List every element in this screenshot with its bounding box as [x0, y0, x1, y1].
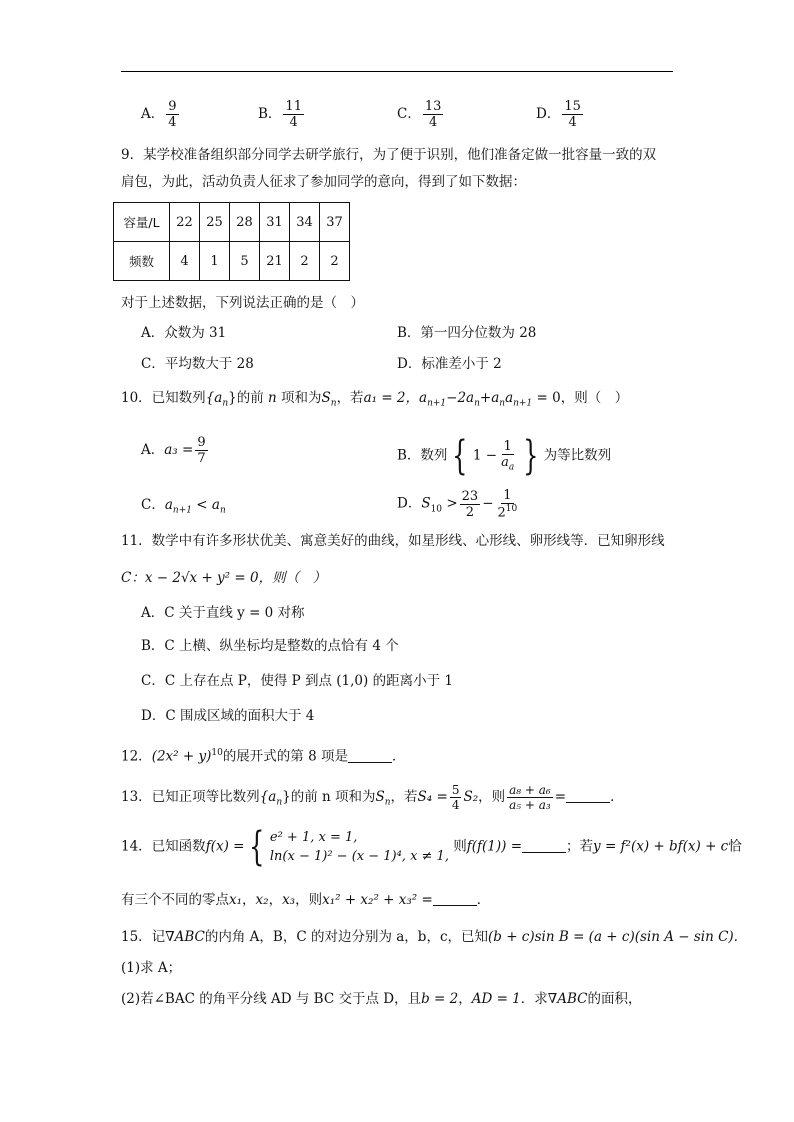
q8-option-d [536, 100, 585, 129]
q10-a-expr: a₃ = [164, 442, 194, 458]
q12-exp: 10 [211, 748, 223, 758]
table-cell: 2 [320, 242, 350, 281]
q12 [121, 744, 405, 766]
q13-text3: ，若 [390, 789, 418, 805]
q10-text3: 项和为 [281, 390, 322, 406]
q15-part2a: (2)若∠BAC 的角平分线 AD 与 BC 交于点 D，且 [121, 991, 422, 1007]
table-row [114, 203, 350, 242]
q10-d-label: D． [397, 495, 422, 512]
q15-b2: b = 2 [421, 991, 459, 1007]
q8-option-b [258, 100, 306, 129]
q10-b-label: B．数列 [397, 447, 448, 464]
q13-blank[interactable] [566, 788, 610, 803]
q13-fden: a₅ + a₃ [509, 798, 551, 812]
table-cell: 25 [200, 203, 230, 242]
q14-x2: x₂ [255, 892, 269, 908]
q10-c-label: C． [141, 497, 165, 513]
q10-a-num: 9 [197, 435, 206, 450]
q14-qia: 恰 [728, 838, 742, 855]
q15-tri2: ∇ABC [547, 991, 588, 1007]
q14-piecewise [270, 828, 449, 866]
q14-end: ． [476, 892, 491, 908]
q8-c-label: C． [397, 106, 421, 122]
q9-option-b: B．第一四分位数为 28 [397, 325, 537, 341]
q15-tri: ∇ABC [165, 929, 205, 945]
q8-a-num: 9 [168, 99, 177, 114]
q8-b-label: B． [258, 106, 282, 122]
q10-d-den1: 2 [465, 504, 475, 520]
q11-option-a: A．C 关于直线 y = 0 对称 [141, 605, 305, 621]
row1-header: 容量/L [114, 203, 170, 242]
q12-expr: (2x² + y) [151, 748, 212, 765]
q9-stem-line2: 肩包，为此，活动负责人征求了参加同学的意向，得到了如下数据： [121, 174, 526, 190]
q8-c-num: 13 [424, 99, 442, 114]
q11-option-c: C．C 上存在点 P，使得 P 到点 (1,0) 的距离小于 1 [141, 673, 453, 689]
q15-ad: AD = 1 [471, 991, 521, 1007]
q9-option-c: C．平均数大于 28 [141, 356, 254, 372]
q11-option-b: B．C 上横、纵坐标均是整数的点恰有 4 个 [141, 638, 399, 654]
q10-d-num1: 23 [461, 488, 479, 504]
q14-sum: x₁² + x₂² + x₃² = [322, 892, 433, 908]
header-rule [121, 71, 673, 72]
table-cell: 5 [230, 242, 260, 281]
q11-equation: ：x − 2√x + y² = 0，则（ ） [131, 570, 327, 586]
q10-b-num: 1 [503, 438, 512, 454]
q14-pre: 14．已知函数 [121, 838, 206, 855]
q8-a-den: 4 [168, 115, 177, 130]
q10-cond6: = 0 [536, 390, 561, 406]
q14-x1: x₁ [229, 892, 243, 908]
q10-option-d: D．$S_{10}$ > $\frac{23}{2}$ − $\frac{1}{2^{10}}$ [397, 488, 518, 521]
q9-option-a: A．众数为 31 [141, 325, 227, 341]
q14-then: 则 [453, 838, 467, 855]
q9-question: 对于上述数据，下列说法正确的是（ ） [121, 295, 364, 311]
row2-header: 频数 [114, 242, 170, 281]
q14-line1: 14．已知函数f(x) = { e² + 1, x = 1, ln(x − 1)² − (x − 1)⁴, x ≠ 1, 则f(f(1)) = ；若y = f²(x) + bf(x) + c恰 [121, 824, 742, 870]
q13-fnum: a₈ + a₆ [509, 783, 551, 797]
q10-option-c: C．$a_{n+1} < a_n$ [141, 497, 226, 516]
q14-fx: f(x) = [205, 838, 245, 855]
q10-cond4: +a [479, 390, 500, 406]
q14-y: y = f²(x) + bf(x) + c [593, 838, 729, 855]
q9-stem-line1: 9．某学校准备组织部分同学去研学旅行，为了便于识别，他们准备定做一批容量一致的双 [121, 147, 657, 163]
q10-end: ，则（ ） [560, 390, 629, 406]
q14-blank1[interactable] [522, 838, 566, 853]
q9-data-table [113, 202, 350, 281]
q10-c-expr: a [164, 497, 173, 513]
q15-part2c: 的面积， [587, 991, 642, 1007]
q14-piece1: e² + 1, x = 1, [269, 830, 358, 845]
table-cell: 28 [230, 203, 260, 242]
q10-b-tail: 为等比数列 [543, 447, 612, 464]
q11-stem-line1: 11．数学中有许多形状优美、寓意美好的曲线，如星形线、心形线、卵形线等．已知卵形线 [121, 533, 665, 549]
q14-semi: ；若 [566, 838, 594, 855]
q12-pre: 12． [121, 748, 152, 765]
q12-blank[interactable] [348, 748, 392, 763]
q8-d-label: D． [536, 106, 561, 122]
table-cell: 31 [260, 203, 290, 242]
table-cell: 37 [320, 203, 350, 242]
q13: 13．已知正项等比数列$\{a_n\}$的前 n 项和为$S_n$，若S₄ = $\frac{5}{4}$ S₂，则 $\frac{\text{a₈ + a₆}}{\text{a₅ + a₃}}$ = ． [121, 783, 624, 812]
q13-s2: S₂ [463, 789, 479, 805]
q10-cond3: −2a [446, 390, 475, 406]
q10-option-b: B．数列 { 1 − $\frac{1}{a_a}$ } 为等比数列 [397, 433, 612, 479]
table-row [114, 242, 350, 281]
q15-part2 [121, 990, 641, 1008]
q8-b-num: 11 [285, 99, 302, 114]
q8-a-label: A． [141, 106, 165, 122]
q15-cond: (b + c)sin B = (a + c)(sin A − sin C) [488, 929, 734, 945]
q14-x3: x₃ [282, 892, 296, 908]
table-cell: 1 [200, 242, 230, 281]
q10-text2: 的前 [236, 390, 264, 406]
q10-b-den: a [501, 454, 509, 470]
q10-n: n [268, 390, 277, 406]
q10-text4: ，若 [336, 390, 364, 406]
q10-d-gt: > [446, 495, 458, 512]
q8-option-a [141, 100, 181, 129]
q14-blank2[interactable] [433, 891, 477, 906]
q10-a-den: 7 [197, 451, 206, 466]
q13-num: 5 [451, 783, 460, 797]
q13-end: ． [610, 789, 624, 805]
q13-text2: 的前 n 项和为 [290, 789, 376, 805]
q13-eq: = [554, 789, 567, 805]
q12-end: ． [391, 748, 406, 765]
q9-option-d: D．标准差小于 2 [397, 356, 502, 372]
q10-cond2: ，a [405, 390, 428, 406]
q10-d-s: S [421, 495, 431, 512]
q13-s4: S₄ = [417, 789, 448, 805]
table-cell: 22 [170, 203, 200, 242]
q14-comma2: ， [268, 892, 283, 908]
q10-b-one: 1 − [472, 447, 498, 464]
q10-stem: 10．已知数列$\{a_n\}$的前 n 项和为$S_n$，若a₁ = 2，$a_{n+1}-2a_n+a_na_{n+1} = 0$，则（ ） [121, 390, 629, 409]
q8-c-den: 4 [428, 115, 438, 130]
q15-comma: ， [458, 991, 472, 1007]
q10-d-minus: − [482, 495, 494, 512]
q8-b-den: 4 [289, 115, 298, 130]
q10-text: 10．已知数列 [121, 390, 206, 406]
q11-option-d: D．C 围成区域的面积大于 4 [141, 708, 315, 724]
q14-comma: ， [242, 892, 256, 908]
q14-piece2: ln(x − 1)² − (x − 1)⁴, x ≠ 1, [269, 849, 449, 864]
q14-ff: f(f(1)) = [466, 838, 523, 855]
q8-d-den: 4 [568, 115, 577, 130]
table-cell: 2 [290, 242, 320, 281]
q15-line1a: 15．记 [121, 929, 166, 945]
q8-option-c [397, 100, 445, 129]
q10-d-num2: 1 [503, 488, 512, 503]
q10-option-a [141, 436, 210, 465]
q13-seq: {a [259, 789, 277, 805]
q10-cond5: a [505, 390, 514, 406]
q13-text4: ，则 [478, 789, 506, 805]
q13-text1: 13．已知正项等比数列 [121, 789, 260, 805]
q15-part2b: ．求 [520, 991, 548, 1007]
q12-text: 的展开式的第 8 项是 [222, 748, 348, 765]
q10-a-label: A． [141, 442, 165, 458]
table-cell: 34 [290, 203, 320, 242]
q8-d-num: 15 [564, 99, 581, 114]
q10-seq: {a [205, 390, 223, 406]
q13-den: 4 [451, 798, 460, 812]
q14-line2a: 有三个不同的零点 [121, 892, 229, 908]
q15-part1: (1)求 A； [121, 960, 182, 976]
table-cell: 4 [170, 242, 200, 281]
q15-line1 [121, 928, 747, 946]
q10-d-den2: 2 [497, 505, 506, 521]
q11-curve-label: C [121, 570, 132, 586]
q10-cond1: a₁ = 2 [363, 390, 406, 406]
q15-line1b: 的内角 A，B，C 的对边分别为 a，b，c，已知 [204, 929, 488, 945]
q11-stem-line2 [121, 569, 326, 587]
table-cell: 21 [260, 242, 290, 281]
q14-line2b: ，则 [295, 892, 323, 908]
q15-line1end: ． [733, 929, 748, 945]
q14-line2 [121, 891, 490, 909]
q10-c-lt: < a [196, 497, 220, 513]
